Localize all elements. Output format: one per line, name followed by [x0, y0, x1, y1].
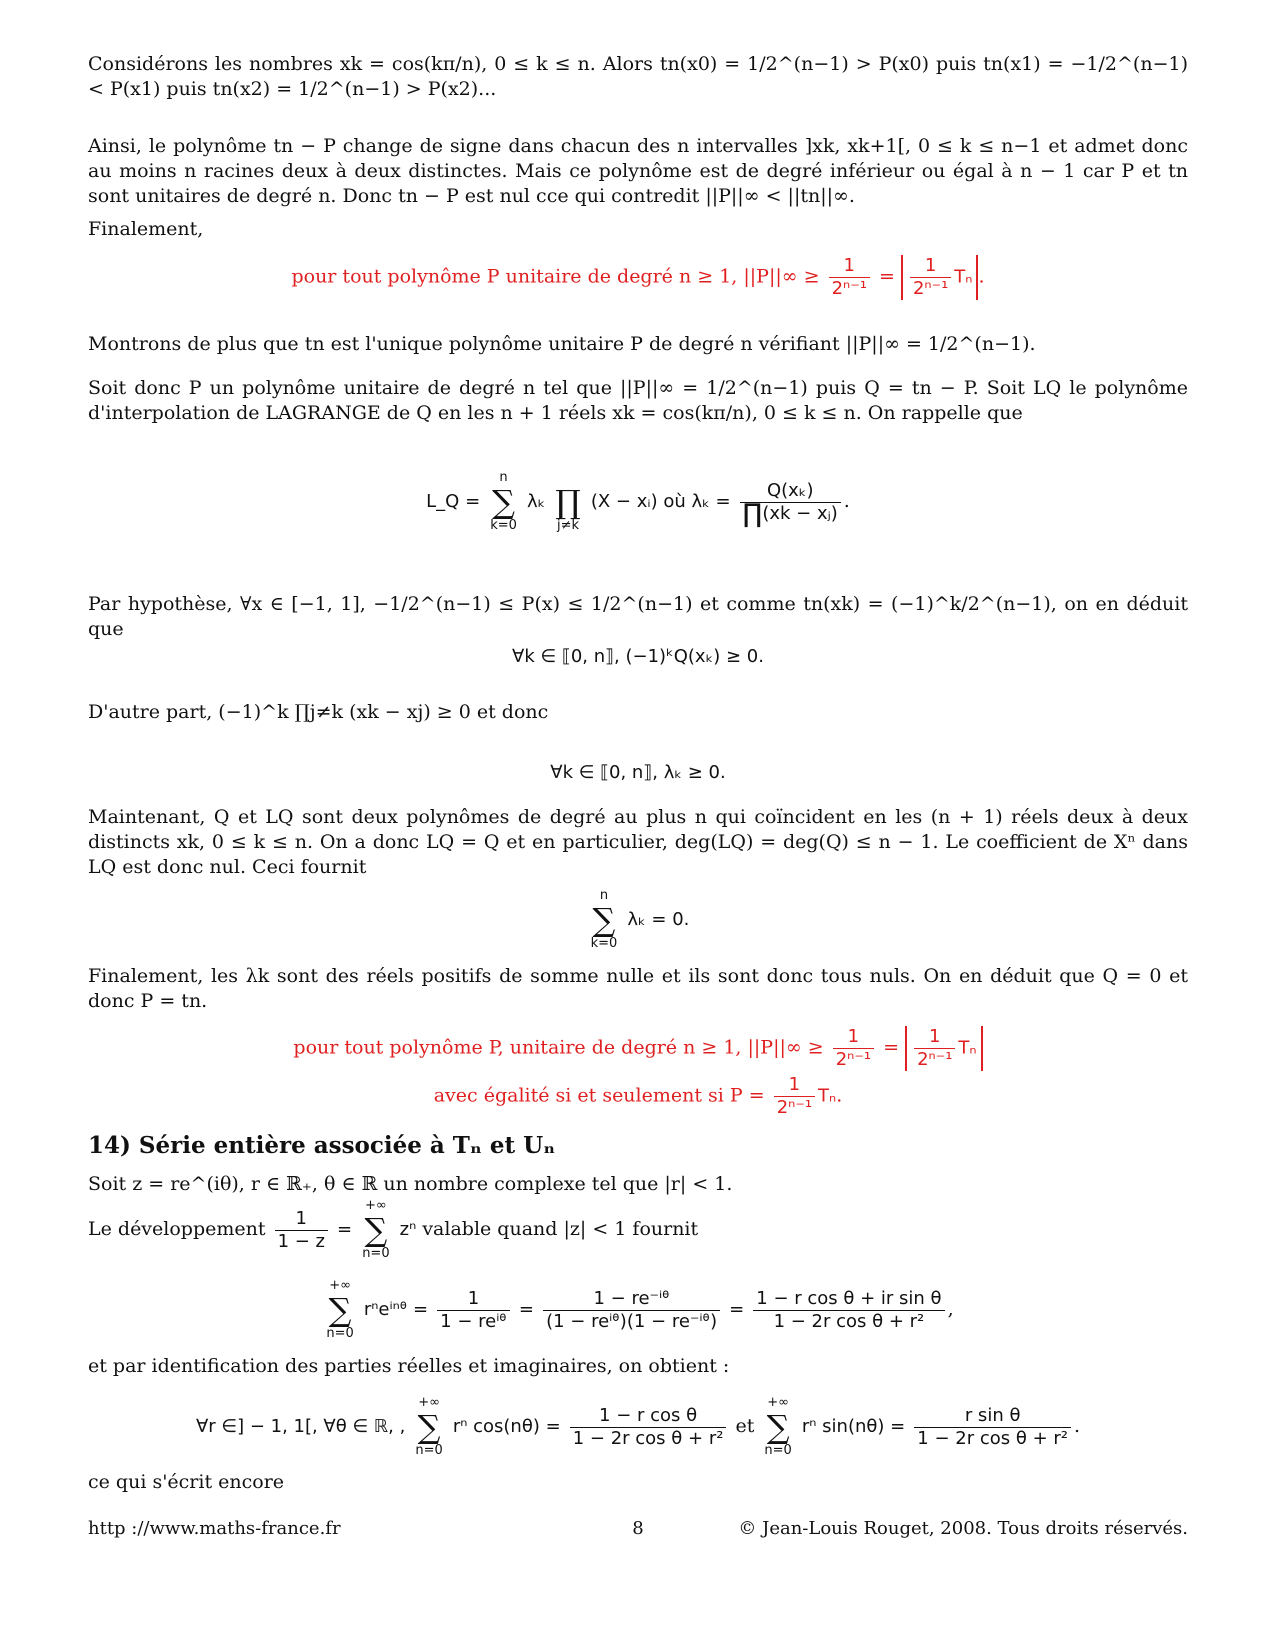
paragraph-12-text: et par identification des parties réelles et imaginaires, on obtient : — [88, 1355, 730, 1377]
result-2-line2: avec égalité si et seulement si P = — [433, 1084, 765, 1107]
paragraph-10-text: Soit z = re^(iθ), r ∈ ℝ₊, θ ∈ ℝ un nombre complexe tel que |r| < 1. — [88, 1173, 733, 1195]
result-1-norm: $\frac{1}{\text{2ⁿ⁻¹}}$ Tₙ — [901, 255, 979, 300]
paragraph-4 — [88, 332, 1188, 357]
paragraph-7-text: D'autre part, (−1)^k ∏j≠k (xk − xj) ≥ 0 et donc — [88, 701, 549, 723]
paragraph-2-text: Ainsi, le polynôme tn − P change de signe dans chacun des n intervalles ]xk, xk+1[, 0 ≤ k ≤ n−1 et admet donc au moins n racines deux à deux distinctes. Mais ce polynôme est de degré inférieur ou égal à n − 1 car P et tn sont unitaires de degré n. Donc tn − P est nul cce qui contredit ||P||∞ < ||tn||∞. — [88, 135, 1188, 207]
result-2-line1: pour tout polynôme P, unitaire de degré n ≥ 1, ||P||∞ ≥ — [293, 1036, 824, 1059]
paragraph-2 — [88, 134, 1188, 209]
equation-lambda-positive — [88, 762, 1188, 783]
paragraph-9-text: Finalement, les λk sont des réels positifs de somme nulle et ils sont donc tous nuls. On en déduit que Q = 0 et donc P = tn. — [88, 965, 1188, 1012]
paragraph-11: Le développement $\frac{1}{1 - z}$ = +∞ ∑ n=0 zⁿ valable quand |z| < 1 fournit — [88, 1198, 699, 1261]
paragraph-5-text: Soit donc P un polynôme unitaire de degré n tel que ||P||∞ = 1/2^(n−1) puis Q = tn − P. Soit LQ le polynôme d'interpolation de LAGRANGE de Q en les n + 1 réels xk = cos(kπ/n), 0 ≤ k ≤ n. On rappelle que — [88, 377, 1188, 424]
paragraph-5 — [88, 376, 1188, 426]
paragraph-13-text: ce qui s'écrit encore — [88, 1471, 285, 1493]
paragraph-7 — [88, 700, 1188, 725]
result-box-1: pour tout polynôme P unitaire de degré n ≥ 1, ||P||∞ ≥ $\frac{1}{\text{2ⁿ⁻¹}}$ = $\frac{1}{\text{2ⁿ⁻¹}}$ Tₙ . — [291, 255, 985, 299]
result-box-2-line2: avec égalité si et seulement si P = $\frac{1}{\text{2ⁿ⁻¹}}$ Tₙ. — [433, 1074, 843, 1118]
paragraph-8-text: Maintenant, Q et LQ sont deux polynômes de degré au plus n qui coïncident en les (n + 1) réels deux à deux distincts xk, 0 ≤ k ≤ n. On a donc LQ = Q et en particulier, deg(LQ) = deg(Q) ≤ n − 1. Le coefficient de Xⁿ dans LQ est donc nul. Ceci fournit — [88, 806, 1188, 878]
equation-lambda-positive-text: ∀k ∈ ⟦0, n⟧, λₖ ≥ 0. — [550, 762, 726, 783]
section-title: 14) Série entière associée à Tₙ et Uₙ — [88, 1132, 556, 1159]
sum-symbol: n ∑ k=0 — [490, 470, 517, 533]
result-1-text: pour tout polynôme P unitaire de degré n ≥ 1, ||P||∞ ≥ — [291, 265, 820, 288]
paragraph-6-text: Par hypothèse, ∀x ∈ [−1, 1], −1/2^(n−1) ≤ P(x) ≤ 1/2^(n−1) et comme tn(xk) = (−1)^k/2^(n−1), on en déduit que — [88, 593, 1188, 640]
paragraph-3 — [88, 217, 1188, 242]
paragraph-10 — [88, 1172, 1188, 1197]
footer-copyright: © Jean-Louis Rouget, 2008. Tous droits réservés. — [738, 1518, 1188, 1539]
paragraph-6 — [88, 592, 1188, 642]
paragraph-8 — [88, 805, 1188, 880]
result-2-norm: $\frac{1}{\text{2ⁿ⁻¹}}$ Tₙ — [905, 1026, 983, 1071]
paragraph-1 — [88, 52, 1188, 102]
equation-sum-lambda: n ∑ k=0 λₖ = 0. — [590, 888, 690, 951]
product-symbol: ∏ j≠k — [555, 483, 581, 533]
paragraph-3-text: Finalement, — [88, 218, 204, 240]
paragraph-12 — [88, 1354, 1188, 1379]
equation-sign-q-text: ∀k ∈ ⟦0, n⟧, (−1)ᵏQ(xₖ) ≥ 0. — [512, 646, 764, 667]
equation-series-complex: +∞ ∑ n=0 rⁿeⁱⁿᶿ = $\frac{1}{\text{1 − reⁱᶿ}}$ = $\frac{\text{1 − re⁻ⁱᶿ}}{\text{(1 − reⁱᶿ)(1 − re⁻ⁱᶿ)}}$ = $\frac{\text{1 − r cos θ + ir sin θ}}{\text{1 − 2r cos θ + r²}}$ , — [326, 1278, 954, 1341]
sum-symbol: n ∑ k=0 — [590, 888, 618, 951]
result-box-2: pour tout polynôme P, unitaire de degré n ≥ 1, ||P||∞ ≥ $\frac{1}{\text{2ⁿ⁻¹}}$ = $\frac{1}{\text{2ⁿ⁻¹}}$ Tₙ — [88, 1026, 1188, 1071]
paragraph-9 — [88, 964, 1188, 1014]
equation-real-imag: ∀r ∈] − 1, 1[, ∀θ ∈ ℝ, , +∞ ∑ n=0 rⁿ cos(nθ) = $\frac{\text{1 − r cos θ}}{\text{1 − 2r cos θ + r²}}$ et +∞ ∑ n=0 rⁿ sin(nθ) = $\frac{\text{r sin θ}}{\text{1 − 2r cos θ + r²}}$ . — [195, 1395, 1081, 1458]
equation-sign-q — [88, 646, 1188, 667]
page-number: 8 — [632, 1518, 644, 1539]
lambda-fraction: $\frac{\text{Q(xₖ)}}{\text{∏(xk − xⱼ)}}$ — [740, 480, 841, 525]
paragraph-4-text: Montrons de plus que tn est l'unique polynôme unitaire P de degré n vérifiant ||P||∞ = 1/2^(n−1). — [88, 333, 1036, 355]
footer-url[interactable]: http ://www.maths-france.fr — [88, 1518, 341, 1539]
paragraph-1-text: Considérons les nombres xk = cos(kπ/n), 0 ≤ k ≤ n. Alors tn(x0) = 1/2^(n−1) > P(x0) puis tn(x1) = −1/2^(n−1) < P(x1) puis tn(x2) = 1/2^(n−1) > P(x2)... — [88, 53, 1188, 100]
result-1-norm-fraction: $\frac{1}{\text{2ⁿ⁻¹}}$ — [910, 255, 951, 300]
result-1-fraction: $\frac{1}{\text{2ⁿ⁻¹}}$ — [829, 255, 870, 300]
equation-lagrange: L_Q = n ∑ k=0 λₖ ∏ j≠k (X − xᵢ) où λₖ = $\frac{\text{Q(xₖ)}}{\text{∏(xk − xⱼ)}}$ . — [426, 470, 850, 533]
result-2-fraction: $\frac{1}{\text{2ⁿ⁻¹}}$ — [833, 1026, 874, 1071]
paragraph-13 — [88, 1470, 1188, 1495]
result-1-equals: = — [878, 265, 895, 288]
